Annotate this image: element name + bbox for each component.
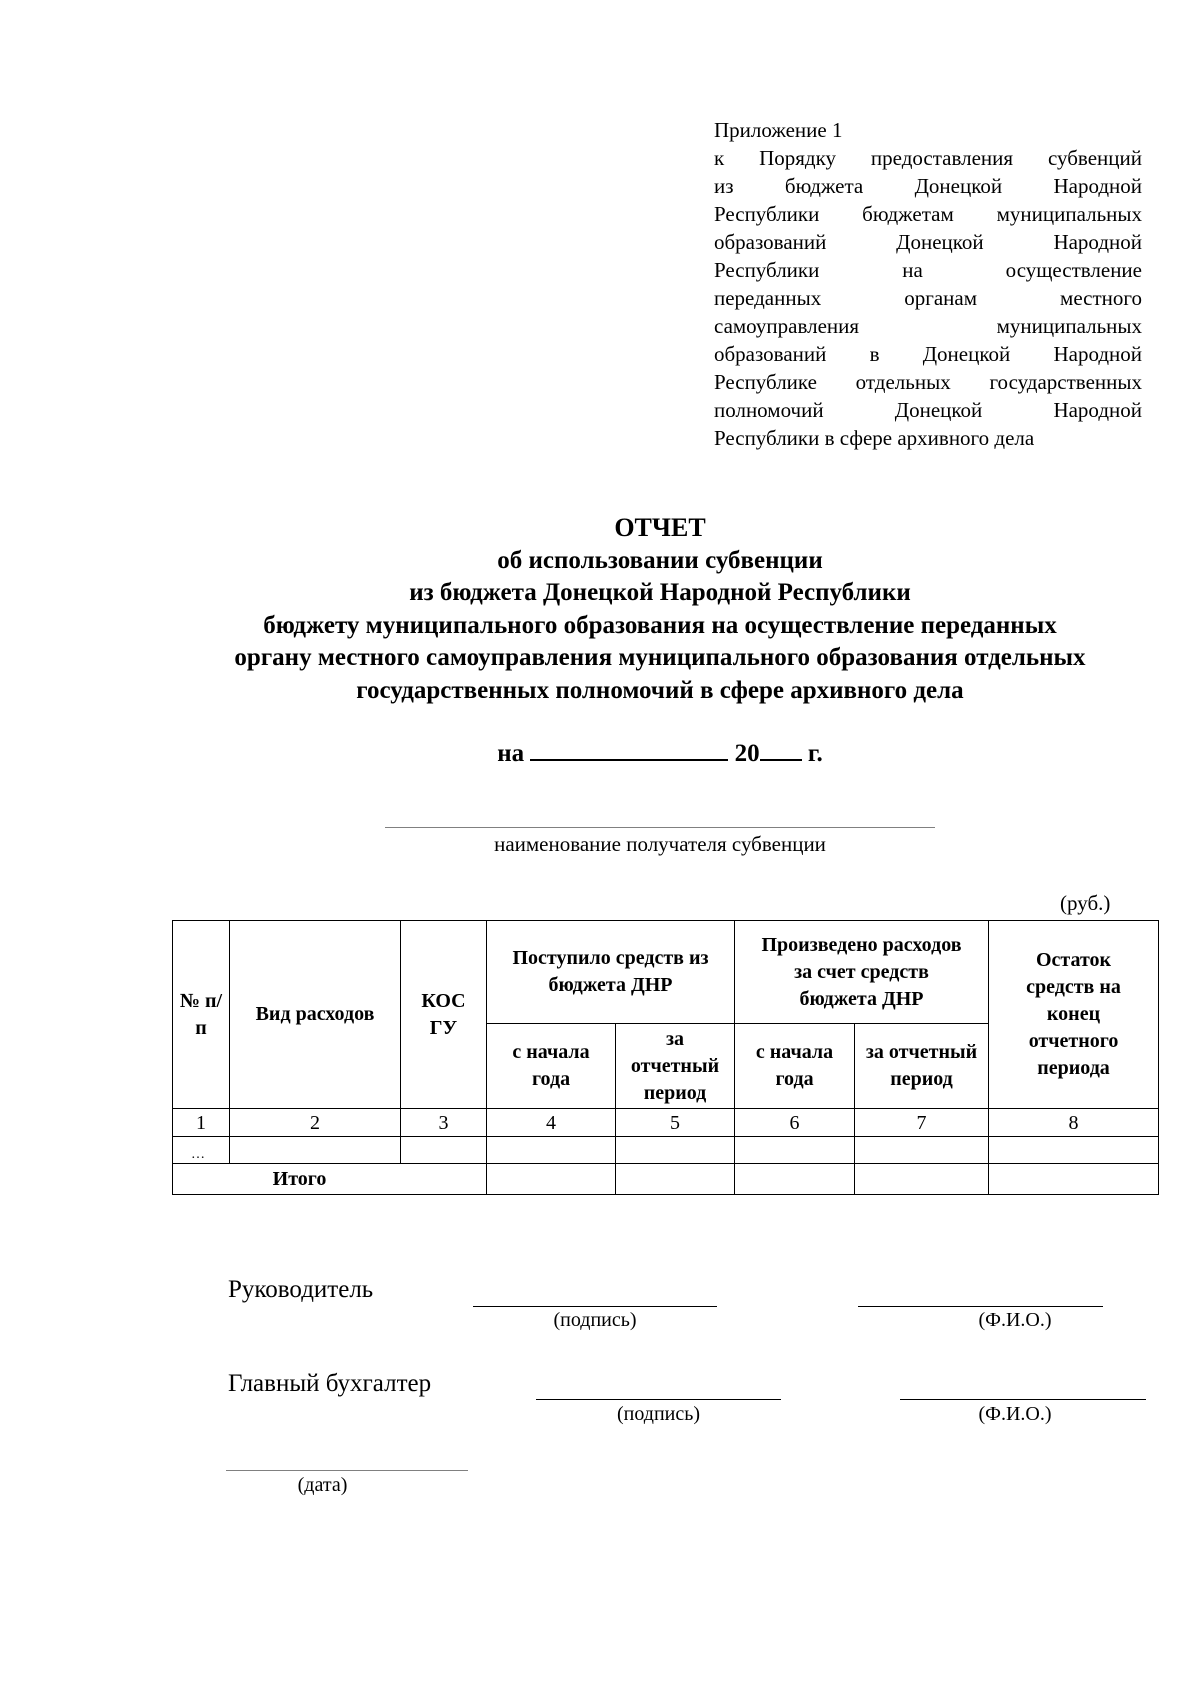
appendix-line: к Порядку предоставления субвенций [714,146,1142,170]
title-line: органу местного самоуправления муниципального образования отдельных [234,644,1086,671]
accountant-signature-caption: (подпись) [616,1403,701,1425]
column-number: 3 [401,1109,487,1137]
report-table [172,920,1159,1195]
column-number: 4 [487,1109,616,1137]
header-received-for-period: за отчетный период [616,1024,735,1109]
cell-kosgu[interactable] [401,1137,487,1164]
appendix-block [714,116,1142,452]
head-name-caption: (Ф.И.О.) [978,1309,1052,1331]
header-received-from-year-start: с начала года [487,1024,616,1109]
head-signature-caption: (подпись) [553,1309,637,1331]
total-received-period[interactable] [616,1164,735,1195]
year-blank-field[interactable] [760,755,802,761]
total-label: Итого [173,1164,487,1195]
table-row [173,1137,1159,1164]
report-period [300,740,1020,768]
total-spent-year[interactable] [735,1164,855,1195]
head-label: Руководитель [228,1276,374,1303]
appendix-line: Республики в сфере архивного дела [714,426,1035,450]
appendix-line: переданных органам местного [714,286,1142,310]
header-kosgu: КОС ГУ [401,921,487,1109]
header-spent-for-period: за отчетный период [855,1024,989,1109]
header-expense-type: Вид расходов [230,921,401,1109]
period-suffix: г. [807,740,823,767]
date-line[interactable] [226,1470,468,1471]
recipient-label: наименование получателя субвенции [494,832,826,856]
appendix-line: полномочий Донецкой Народной [714,398,1142,422]
appendix-line: Приложение 1 [714,118,843,142]
column-number: 7 [855,1109,989,1137]
cell-spent-year[interactable] [735,1137,855,1164]
column-number: 6 [735,1109,855,1137]
cell-received-period[interactable] [616,1137,735,1164]
total-spent-period[interactable] [855,1164,989,1195]
accountant-name-caption: (Ф.И.О.) [978,1403,1052,1425]
appendix-line: из бюджета Донецкой Народной [714,174,1142,198]
cell-balance[interactable] [989,1137,1159,1164]
appendix-line: самоуправления муниципальных [714,314,1142,338]
header-received: Поступило средств из бюджета ДНР [487,921,735,1024]
column-number: 5 [616,1109,735,1137]
accountant-name-line[interactable] [900,1399,1146,1400]
column-number: 2 [230,1109,401,1137]
title-line: государственных полномочий в сфере архивного дела [356,676,964,704]
title-line: из бюджета Донецкой Народной Республики [409,579,911,606]
accountant-signature-line[interactable] [536,1399,781,1400]
row-marker: … [173,1137,230,1164]
head-signature-line[interactable] [473,1306,717,1307]
recipient-field-line[interactable] [385,827,935,828]
title-line: об использовании субвенции [497,546,823,574]
appendix-line: образований в Донецкой Народной [714,342,1142,366]
title-line: бюджету муниципального образования на осуществление переданных [263,611,1057,639]
header-spent: Произведено расходов за счет средств бюджета ДНР [735,921,989,1024]
column-number: 1 [173,1109,230,1137]
appendix-line: образований Донецкой Народной [714,230,1142,254]
cell-expense-type[interactable] [230,1137,401,1164]
appendix-line: Республики бюджетам муниципальных [714,202,1142,226]
cell-spent-period[interactable] [855,1137,989,1164]
period-blank-field[interactable] [530,755,728,761]
currency-unit: (руб.) [1060,891,1111,915]
appendix-line: Республики на осуществление [714,258,1142,282]
cell-received-year[interactable] [487,1137,616,1164]
total-balance[interactable] [989,1164,1159,1195]
accountant-label: Главный бухгалтер [228,1370,432,1397]
column-number-row [173,1109,1159,1137]
column-number: 8 [989,1109,1159,1137]
appendix-line: Республике отдельных государственных [714,370,1142,394]
period-year-prefix: 20 [734,740,760,767]
title-main: ОТЧЕТ [614,513,706,542]
total-received-year[interactable] [487,1164,616,1195]
head-name-line[interactable] [858,1306,1103,1307]
period-prefix: на [497,740,525,767]
header-num: № п/п [173,921,230,1109]
report-title [160,512,1160,707]
header-balance: Остаток средств на конец отчетного периода [989,921,1159,1109]
header-spent-from-year-start: с начала года [735,1024,855,1109]
date-caption: (дата) [297,1474,348,1496]
total-row [173,1164,1159,1195]
